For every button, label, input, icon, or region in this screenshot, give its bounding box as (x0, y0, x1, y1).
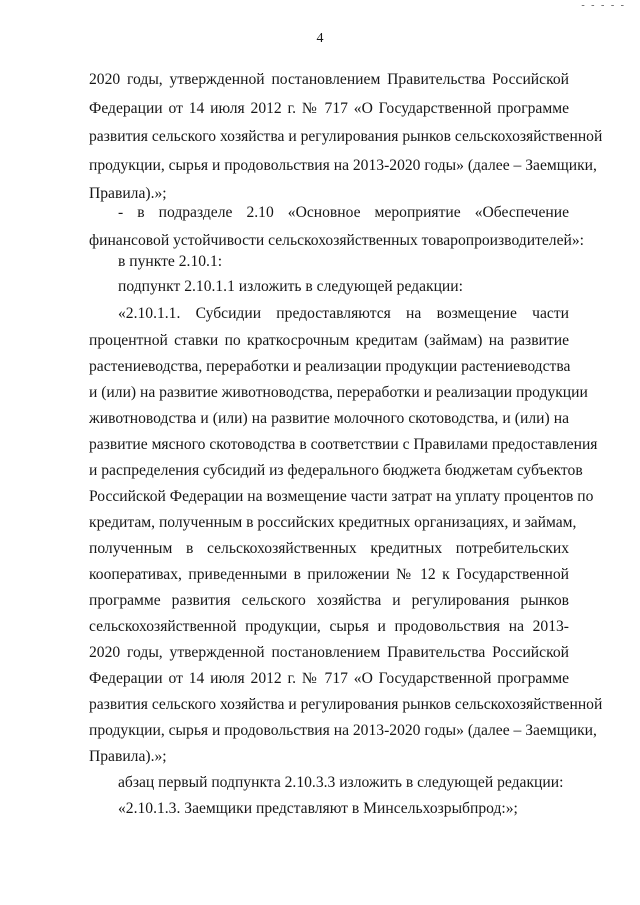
text-line: развития сельского хозяйства и регулирования рынков сельскохозяйственной (89, 128, 603, 145)
text-line: развитие мясного скотоводства в соответствии с Правилами предоставления (89, 436, 598, 453)
text-line: 2020 годы, утвержденной постановлением Правительства Российской (89, 644, 569, 661)
text-line: продукции, сырья и продовольствия на 2013-2020 годы» (далее – Заемщики, (89, 722, 597, 739)
text-line: Федерации от 14 июля 2012 г. № 717 «О Государственной программе (89, 100, 569, 117)
text-line: Федерации от 14 июля 2012 г. № 717 «О Государственной программе (89, 670, 569, 687)
text-line: сельскохозяйственной продукции, сырья и продовольствия на 2013- (89, 618, 569, 635)
text-line: кооперативах, приведенными в приложении № 12 к Государственной (89, 566, 569, 583)
text-line: животноводства и (или) на развитие молочного скотоводства, и (или) на (89, 410, 569, 427)
page-number: 4 (316, 31, 324, 46)
text-line: абзац первый подпункта 2.10.3.3 изложить в следующей редакции: (118, 774, 564, 791)
text-line: 2020 годы, утвержденной постановлением Правительства Российской (89, 71, 569, 88)
text-line: процентной ставки по краткосрочным кредитам (займам) на развитие (89, 332, 569, 349)
corner-mark: - - - - - (581, 0, 626, 8)
text-line: - в подразделе 2.10 «Основное мероприятие «Обеспечение (118, 204, 569, 221)
text-line: развития сельского хозяйства и регулирования рынков сельскохозяйственной (89, 696, 603, 713)
text-line: Правила).»; (89, 185, 167, 202)
text-line: «2.10.1.1. Субсидии предоставляются на возмещение части (118, 305, 569, 322)
text-line: Российской Федерации на возмещение части затрат на уплату процентов по (89, 488, 594, 505)
text-line: программе развития сельского хозяйства и регулирования рынков (89, 592, 569, 609)
text-line: финансовой устойчивости сельскохозяйственных товаропроизводителей»: (89, 232, 584, 249)
text-line: кредитам, полученным в российских кредитных организациях, и займам, (89, 514, 577, 531)
text-line: подпункт 2.10.1.1 изложить в следующей редакции: (118, 278, 463, 295)
text-line: в пункте 2.10.1: (118, 253, 223, 270)
text-line: растениеводства, переработки и реализации продукции растениеводства (89, 358, 571, 375)
text-line: полученным в сельскохозяйственных кредитных потребительских (89, 540, 569, 557)
text-line: и распределения субсидий из федерального бюджета бюджетам субъектов (89, 462, 583, 479)
text-line: продукции, сырья и продовольствия на 2013-2020 годы» (далее – Заемщики, (89, 157, 597, 174)
text-line: и (или) на развитие животноводства, переработки и реализации продукции (89, 384, 588, 401)
text-line: «2.10.1.3. Заемщики представляют в Минсельхозрыбпрод:»; (118, 800, 518, 817)
text-line: Правила).»; (89, 748, 167, 765)
